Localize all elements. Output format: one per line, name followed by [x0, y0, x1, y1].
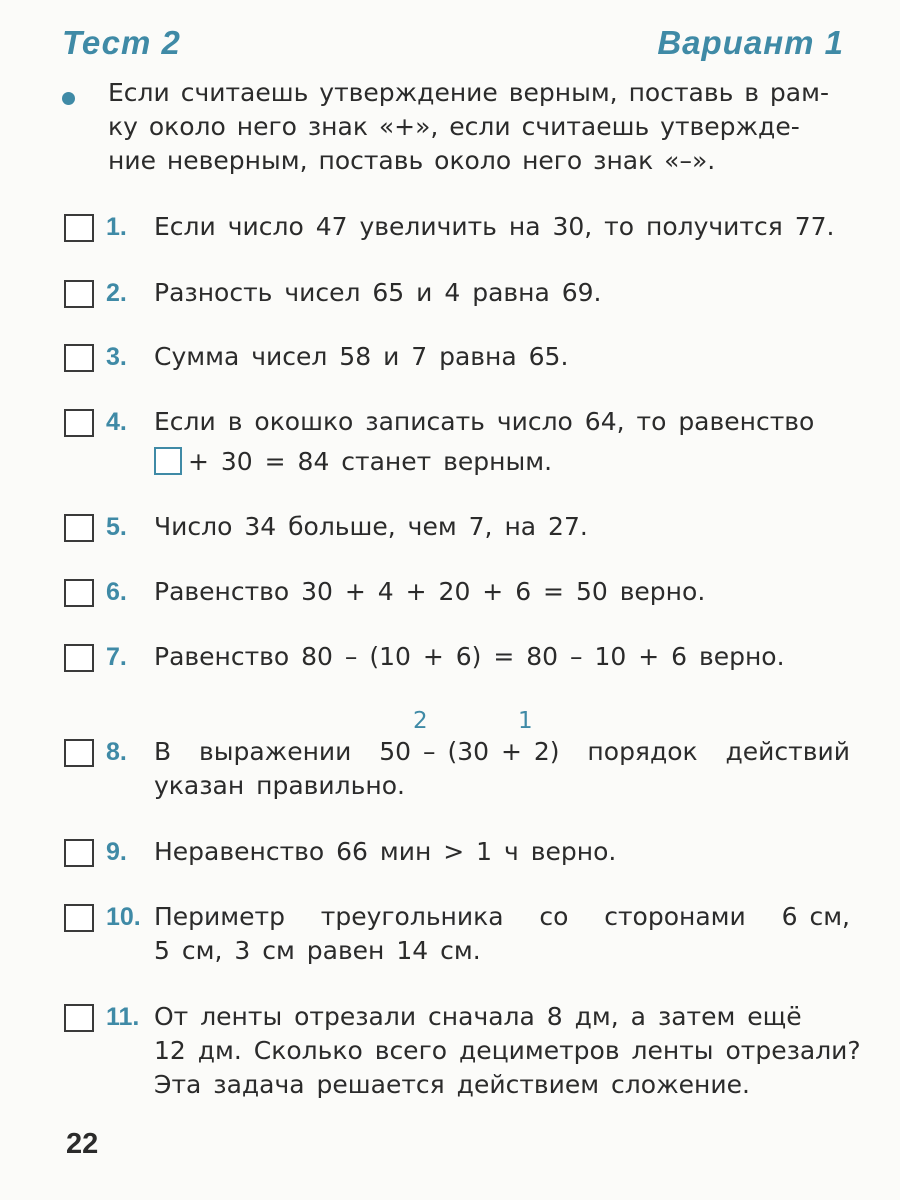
statement-text: Если число 47 увеличить на 30, то получится 77.	[154, 212, 835, 241]
statement-line-1: От ленты отрезали сначала 8 дм, а затем ещё	[154, 1002, 802, 1031]
answer-box-8[interactable]	[64, 739, 94, 767]
statement-line-1: Если в окошко записать число 64, то равенство	[154, 407, 815, 436]
word: Периметр	[154, 902, 285, 931]
variant-title: Вариант 1	[657, 24, 844, 61]
statement-text	[154, 735, 850, 803]
statement-text: Разность чисел 65 и 4 равна 69.	[154, 278, 602, 307]
statement-number: 2.	[106, 279, 127, 307]
statement-line-2: 12 дм. Сколько всего дециметров ленты отрезали?	[154, 1036, 861, 1065]
order-mark-second: 1	[518, 708, 533, 734]
blank-window-box[interactable]	[154, 447, 182, 475]
word: порядок	[587, 737, 698, 766]
answer-box-9[interactable]	[64, 839, 94, 867]
page-number: 22	[66, 1128, 99, 1160]
statement-text: Равенство 80 – (10 + 6) = 80 – 10 + 6 верно.	[154, 642, 785, 671]
word: сторонами	[604, 902, 746, 931]
word: выражении	[199, 737, 352, 766]
statement-text: Неравенство 66 мин > 1 ч верно.	[154, 837, 617, 866]
statement-number: 6.	[106, 578, 127, 606]
statement-text	[154, 900, 850, 968]
answer-box-7[interactable]	[64, 644, 94, 672]
statement-number: 8.	[106, 738, 127, 766]
word: В	[154, 737, 172, 766]
order-mark-first: 2	[413, 708, 428, 734]
expression: 50 – (30 + 2)	[379, 737, 560, 766]
statement-line-2: + 30 = 84 станет верным.	[188, 447, 553, 476]
statement-number: 4.	[106, 408, 127, 436]
statement-text: Число 34 больше, чем 7, на 27.	[154, 512, 588, 541]
answer-box-10[interactable]	[64, 904, 94, 932]
statement-text: Сумма чисел 58 и 7 равна 65.	[154, 342, 569, 371]
instruction-line-2: ку около него знак «+», если считаешь утвержде-	[108, 112, 800, 141]
statement-number: 11.	[106, 1003, 140, 1031]
answer-box-4[interactable]	[64, 409, 94, 437]
instruction-line-3: ние неверным, поставь около него знак «–».	[108, 146, 716, 175]
statement-text: Равенство 30 + 4 + 20 + 6 = 50 верно.	[154, 577, 706, 606]
answer-box-5[interactable]	[64, 514, 94, 542]
statement-number: 3.	[106, 343, 127, 371]
answer-box-2[interactable]	[64, 280, 94, 308]
answer-box-6[interactable]	[64, 579, 94, 607]
word: со	[539, 902, 569, 931]
statement-text	[154, 1000, 861, 1102]
statement-number: 5.	[106, 513, 127, 541]
instruction-line-1: Если считаешь утверждение верным, поставь в рам-	[108, 78, 830, 107]
word: 6 см,	[781, 902, 850, 931]
answer-box-1[interactable]	[64, 214, 94, 242]
statement-number: 7.	[106, 643, 127, 671]
bullet-icon	[62, 92, 75, 105]
answer-box-11[interactable]	[64, 1004, 94, 1032]
statement-line-2: 5 см, 3 см равен 14 см.	[154, 936, 481, 965]
word: треугольника	[320, 902, 504, 931]
statement-line-3: Эта задача решается действием сложение.	[154, 1070, 750, 1099]
statement-line-2: указан правильно.	[154, 771, 405, 800]
statement-number: 10.	[106, 903, 141, 931]
statement-text	[154, 405, 850, 479]
instruction-text	[108, 76, 848, 178]
statement-number: 1.	[106, 213, 127, 241]
test-title: Тест 2	[62, 24, 181, 61]
statement-number: 9.	[106, 838, 127, 866]
answer-box-3[interactable]	[64, 344, 94, 372]
word: действий	[725, 737, 850, 766]
